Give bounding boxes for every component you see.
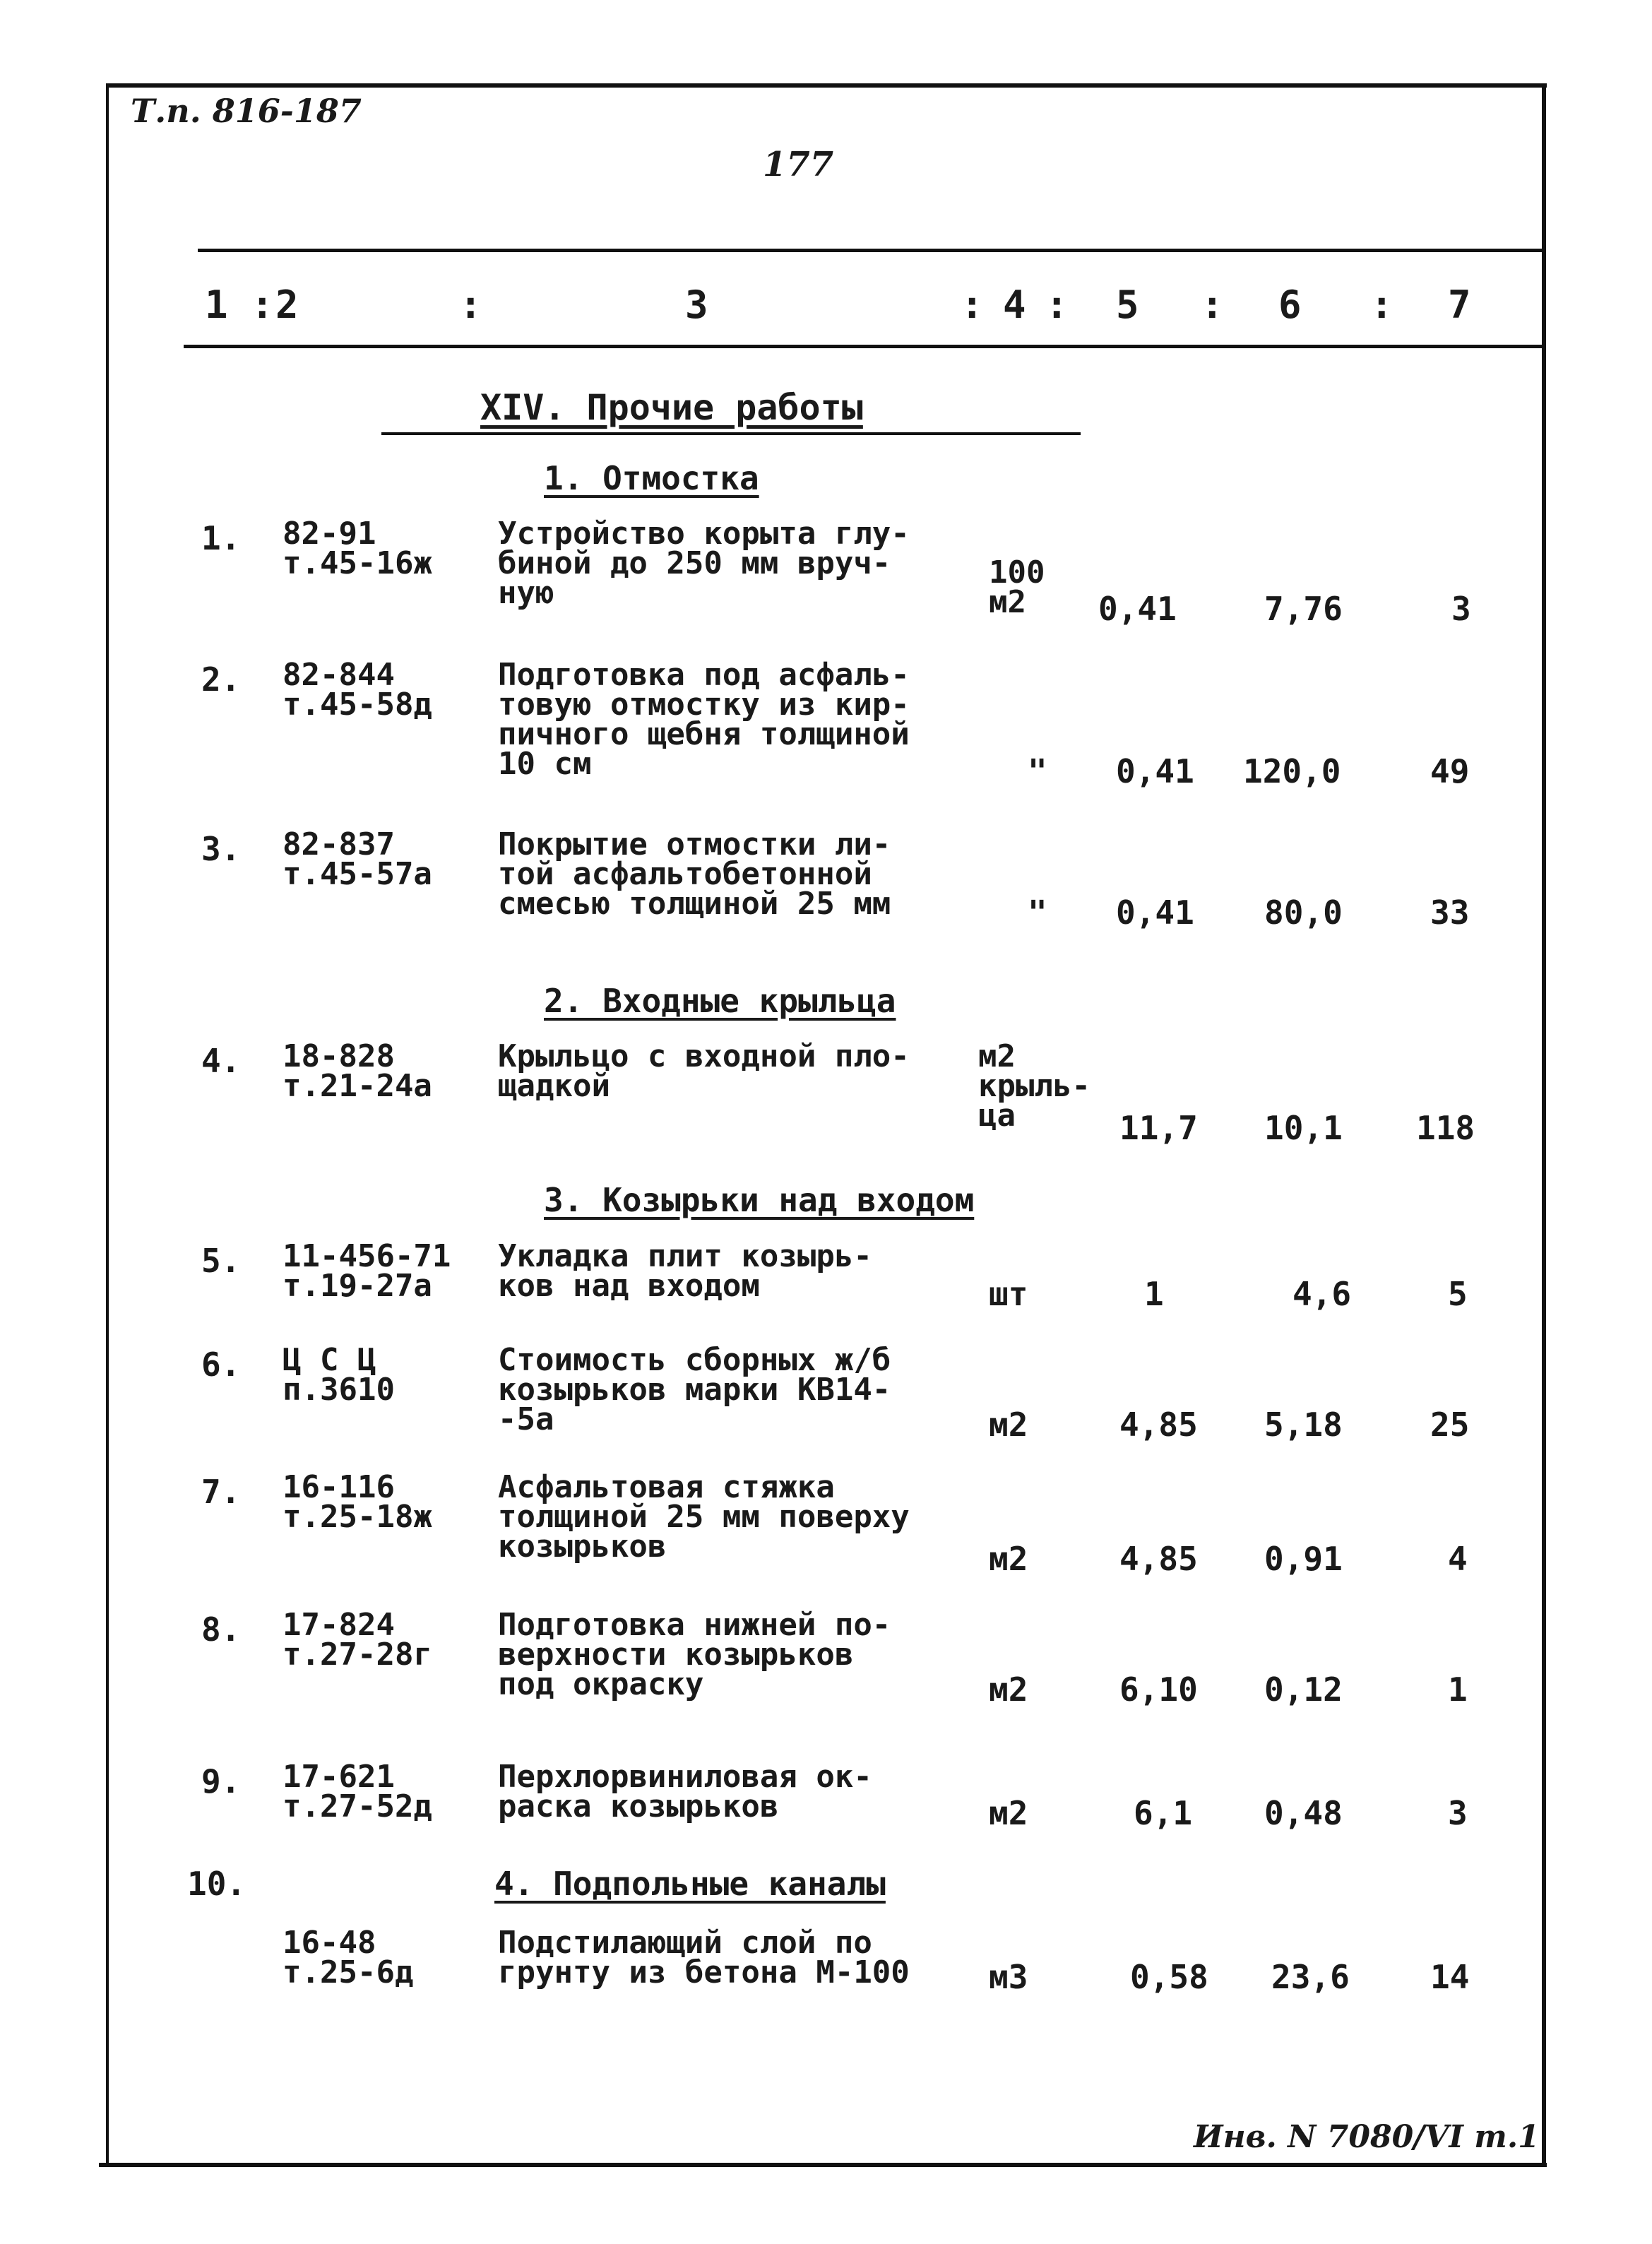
row-description: Укладка плит козырь- ков над входом [498, 1238, 872, 1304]
frame-bottom-border [99, 2163, 1547, 2167]
row-quantity: 0,58 [1130, 1958, 1208, 1996]
row-total: 118 [1416, 1109, 1475, 1147]
section-heading-3: 3. Козырьки над входом [544, 1181, 975, 1219]
row-number: 4. [201, 1042, 241, 1080]
row-description: Стоимость сборных ж/б козырьков марки КВ14- -5а [498, 1342, 891, 1437]
row-quantity: 0,41 [1116, 752, 1194, 790]
row-number: 6. [201, 1346, 241, 1384]
row-quantity: 4,85 [1119, 1540, 1198, 1578]
row-number: 3. [201, 830, 241, 868]
row-code: 17-824 т.27-28г [283, 1607, 432, 1673]
row-unit: м3 [989, 1958, 1028, 1996]
row-quantity: 1 [1144, 1275, 1164, 1313]
row-number: 5. [201, 1242, 241, 1280]
row-number: 10. [187, 1865, 246, 1903]
row-quantity: 11,7 [1119, 1109, 1198, 1147]
row-quantity: 6,10 [1119, 1670, 1198, 1709]
row-code: 16-48 т.25-6д [283, 1925, 414, 1990]
row-total: 25 [1430, 1406, 1470, 1444]
col-header-5: 5 [1116, 283, 1139, 327]
row-total: 49 [1430, 752, 1470, 790]
row-description: Перхлорвиниловая ок- раска козырьков [498, 1759, 872, 1824]
inventory-note: Инв. N 7080/VI т.1 [1194, 2119, 1540, 2155]
row-price: 5,18 [1264, 1406, 1343, 1444]
chapter-title: XIV. Прочие работы [480, 387, 863, 428]
row-unit: м2 крыль- ца [978, 1038, 1091, 1134]
row-number: 9. [201, 1762, 241, 1800]
row-unit: м2 [989, 1540, 1028, 1578]
row-price: 23,6 [1271, 1958, 1350, 1996]
col-header-2: 2 [275, 283, 299, 327]
row-code: 11-456-71 т.19-27а [283, 1238, 451, 1304]
page-code: Т.п. 816-187 [131, 92, 362, 130]
row-unit: м2 [989, 1406, 1028, 1444]
row-number: 8. [201, 1610, 241, 1649]
row-code: 18-828 т.21-24а [283, 1038, 432, 1104]
row-price: 4,6 [1293, 1275, 1352, 1313]
row-quantity: 4,85 [1119, 1406, 1198, 1444]
row-unit: м2 [989, 1794, 1028, 1832]
row-total: 3 [1448, 1794, 1468, 1832]
row-number: 7. [201, 1473, 241, 1511]
row-code: 17-621 т.27-52д [283, 1759, 432, 1824]
row-description: Подготовка под асфаль- товую отмостку из кир- пичного щебня толщиной 10 см [498, 657, 910, 782]
section-heading-2: 2. Входные крыльца [544, 982, 896, 1020]
row-unit: м2 [989, 1670, 1028, 1709]
row-description: Устройство корыта глу- биной до 250 мм вруч- ную [498, 516, 910, 611]
row-total: 33 [1430, 894, 1470, 932]
col-header-6: 6 [1278, 283, 1302, 327]
page-number: 177 [763, 145, 834, 184]
row-description: Подстилающий слой по грунту из бетона М-100 [498, 1925, 910, 1990]
header-top-rule [198, 249, 1543, 252]
row-quantity: 0,41 [1116, 894, 1194, 932]
row-price: 10,1 [1264, 1109, 1343, 1147]
row-total: 5 [1448, 1275, 1468, 1313]
frame-top-border [106, 83, 1547, 88]
row-description: Асфальтовая стяжка толщиной 25 мм поверху козырьков [498, 1469, 910, 1565]
row-price: 120,0 [1243, 752, 1341, 790]
row-price: 0,12 [1264, 1670, 1343, 1709]
row-price: 0,91 [1264, 1540, 1343, 1578]
row-unit: 100 м2 [989, 554, 1045, 620]
section-heading-1: 1. Отмостка [544, 459, 759, 497]
row-unit: " [1028, 752, 1047, 790]
row-description: Подготовка нижней по- верхности козырьков под окраску [498, 1607, 891, 1702]
row-total: 3 [1451, 590, 1471, 628]
row-price: 7,76 [1264, 590, 1343, 628]
row-price: 80,0 [1264, 894, 1343, 932]
row-quantity: 6,1 [1134, 1794, 1193, 1832]
row-unit: шт [989, 1275, 1028, 1313]
col-header-1: 1 [205, 283, 228, 327]
row-code: 82-837 т.45-57а [283, 826, 432, 892]
col-header-3: 3 [685, 283, 708, 327]
row-unit: " [1028, 894, 1047, 932]
row-code: 16-116 т.25-18ж [283, 1469, 432, 1535]
row-description: Покрытие отмостки ли- той асфальтобетонной смесью толщиной 25 мм [498, 826, 891, 922]
row-total: 1 [1448, 1670, 1468, 1709]
header-bottom-rule [184, 345, 1543, 348]
row-code: 82-844 т.45-58д [283, 657, 432, 723]
col-header-4: 4 [1003, 283, 1026, 327]
row-code: Ц С Ц п.3610 [283, 1342, 395, 1408]
row-number: 1. [201, 519, 241, 557]
row-number: 2. [201, 660, 241, 699]
frame-left-border [106, 83, 109, 2167]
row-total: 14 [1430, 1958, 1470, 1996]
row-description: Крыльцо с входной пло- щадкой [498, 1038, 910, 1104]
row-total: 4 [1448, 1540, 1468, 1578]
row-code: 82-91 т.45-16ж [283, 516, 432, 581]
col-header-7: 7 [1448, 283, 1471, 327]
row-price: 0,48 [1264, 1794, 1343, 1832]
frame-right-border [1542, 83, 1546, 2167]
chapter-underline [381, 432, 1081, 435]
row-quantity: 0,41 [1098, 590, 1177, 628]
section-heading-4: 4. Подпольные каналы [494, 1865, 886, 1903]
